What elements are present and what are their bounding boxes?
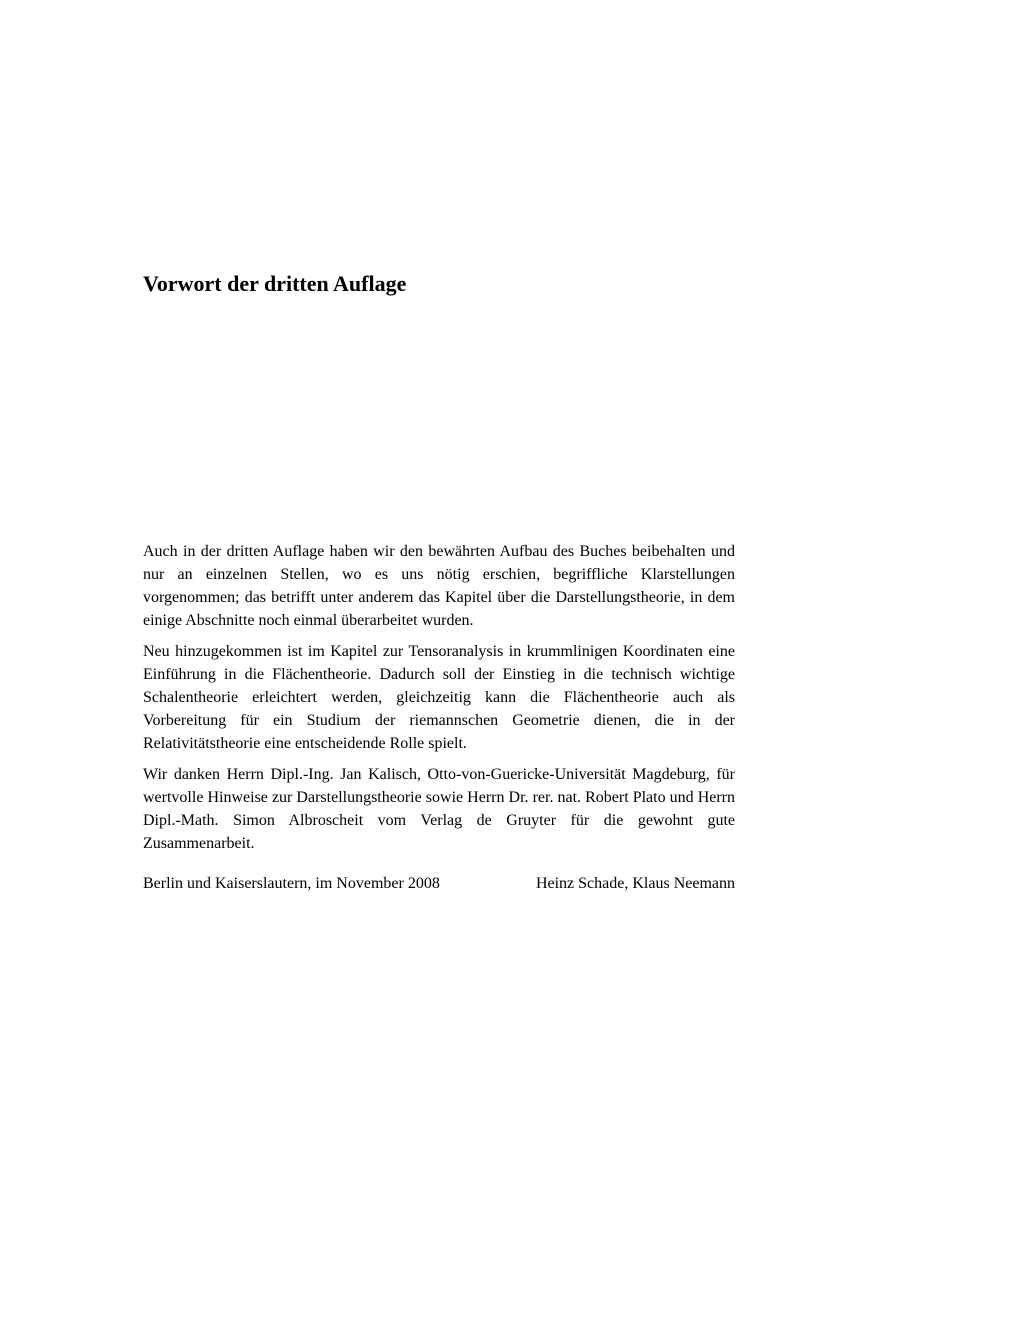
paragraph-1: Auch in der dritten Auflage haben wir den bewährten Aufbau des Buches beibehalten und nur an einzelnen Stellen, wo es uns nötig erschien, begriffliche Klarstellungen vorgenommen; das betrifft unter anderem das Kapitel über die Darstellungstheorie, in dem einige Abschnitte noch einmal überarbeitet wurden. (143, 543, 735, 629)
place-date: Berlin und Kaiserslautern, im November 2008 (143, 875, 440, 892)
preface-body (143, 540, 735, 863)
signature-line (143, 872, 735, 895)
paragraph-2: Neu hinzugekommen ist im Kapitel zur Tensoranalysis in krummlinigen Koordinaten eine Einführung in die Flächentheorie. Dadurch soll der Einstieg in die technisch wichtige Schalentheorie erleichtert werden, gleichzeitig kann die Flächentheorie auch als Vorbereitung für ein Studium der riemannschen Geometrie dienen, die in der Relativitätstheorie eine entscheidende Rolle spielt. (143, 643, 735, 752)
authors: Heinz Schade, Klaus Neemann (535, 875, 735, 892)
paragraph-3: Wir danken Herrn Dipl.-Ing. Jan Kalisch, Otto-von-Guericke-Universität Magdeburg, für wertvolle Hinweise zur Darstellungstheorie sowie Herrn Dr. rer. nat. Robert Plato und Herrn Dipl.-Math. Simon Albroscheit vom Verlag de Gruyter für die gewohnt gute Zusammenarbeit. (143, 766, 735, 852)
chapter-title: Vorwort der dritten Auflage (143, 271, 407, 296)
